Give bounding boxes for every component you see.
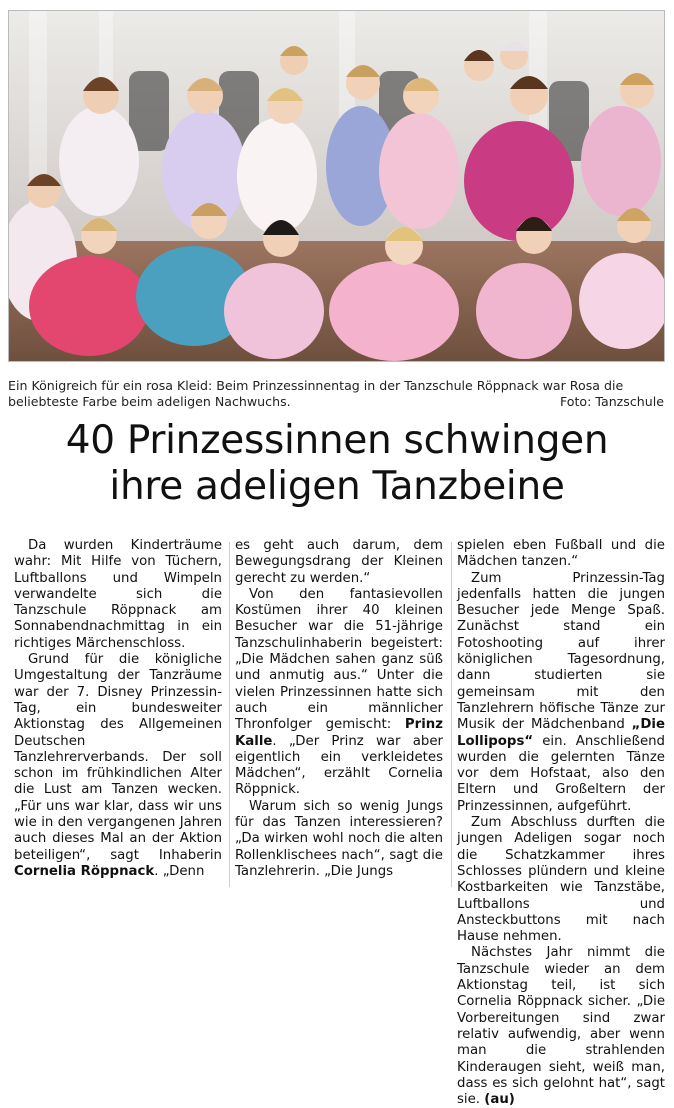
paragraph-3-text: Von den fantasievollen Kostümen ihrer 40 kleinen Besucher war die 51-jährige Tanzschulinhaberin begeistert: „Die Mädchen sahen ganz süß und anmutig aus.“ Unter die vielen Prinzessinnen hatte sich auch ein männlicher Thronfolger gemischt: [235, 586, 443, 733]
paragraph-1: Da wurden Kinderträume wahr: Mit Hilfe von Tüchern, Luftballons und Wimpeln verwandelte sich die Tanzschule Röppnack am Sonnabendnachmittag in ein richtiges Märchenschloss. [14, 538, 222, 651]
column-divider [229, 542, 230, 887]
caption-text: Ein Königreich für ein rosa Kleid: Beim Prinzessinnentag in der Tanzschule Röppnack war Rosa die beliebteste Farbe beim adeligen Nachwuchs. [8, 378, 624, 409]
headline-line-2: ihre adeligen Tanzbeine [109, 464, 565, 509]
article-photo [8, 10, 665, 362]
headline-line-1: 40 Prinzessinnen schwingen [65, 418, 609, 463]
paragraph-2-text: Grund für die königliche Umgestaltung der Tanzräume war der 7. Disney Prinzessin-Tag, ein bundesweiter Aktionstag des Allgemeinen Deutschen Tanzlehrerverbands. Der soll schon im frühkindlichen Alter die Lust am Tanzen wecken. „Für uns war klar, dass wir uns wie in den vergangenen Jahren auch dieses Mal an der Aktion beteiligen“, sagt Inhaberin [14, 652, 222, 863]
author-initials: (au) [484, 1092, 515, 1108]
paragraph-7 [457, 945, 665, 1108]
paragraph-7-text: Nächstes Jahr nimmt die Tanzschule wieder an dem Aktionstag teil, ist sich Cornelia Röppnack sicher. „Die Vorbereitungen sind zwar relativ aufwendig, aber wenn man die strahlenden Kinderaugen sieht, weiß man, dass es sich gelohnt hat“, sagt sie. [457, 945, 665, 1108]
article-body [14, 538, 666, 1108]
paragraph-3-name: Prinz Kalle [235, 717, 443, 749]
paragraph-2 [235, 538, 443, 587]
paragraph-6: Zum Abschluss durften die jungen Adeligen sogar noch die Schatzkammer ihres Schlosses plündern und kleine Kostbarkeiten wie Tanzstäbe, Luftballons und Ansteckbuttons mit nach Hause nehmen. [457, 815, 665, 945]
paragraph-3-start [235, 587, 443, 799]
paragraph-3-text-end: . „Der Prinz war aber eigentlich ein verkleidetes Mädchen“, erzählt Cornelia Röppnick. [235, 733, 443, 798]
photo-credit: Foto: Tanzschule [559, 394, 664, 409]
paragraph-2-name: Cornelia Röppnack [14, 863, 155, 879]
paragraph-2-text-end: es geht auch darum, dem Bewegungsdrang der Kleinen gerecht zu werden.“ [235, 538, 443, 586]
paragraph-5 [457, 571, 665, 815]
paragraph-5-text-end: ein. Anschließend wurden die gelernten Tänze vor dem Hofstaat, also den Eltern und Großeltern der Prinzessinnen, aufgeführt. [457, 733, 665, 814]
paragraph-5-band: „Die Lollipops“ [457, 717, 665, 749]
paragraph-2 [14, 652, 222, 880]
column-2 [235, 538, 443, 880]
paragraph-4: Warum sich so wenig Jungs für das Tanzen interessieren? „Da wirken wohl noch die alten Rollenklischees nach“, sagt die Tanzlehrerin. „Die Jungs [235, 798, 443, 879]
column-3 [457, 538, 665, 1108]
article-headline [0, 418, 674, 510]
paragraph-4: spielen eben Fußball und die Mädchen tanzen.“ [457, 538, 665, 570]
paragraph-2-text-end: . „Denn [154, 863, 205, 879]
photo-illustration [9, 11, 664, 361]
column-1 [14, 538, 222, 880]
column-divider [451, 542, 452, 887]
photo-caption [8, 378, 664, 410]
paragraph-5-text: Zum Prinzessin-Tag jedenfalls hatten die jungen Besucher jede Menge Spaß. Zunächst stand ein Fotoshooting auf ihrer königlichen Tagesordnung, dann studierten sie gemeinsam mit den Tanzlehrern höfische Tänze zur Musik der Mädchenband [457, 570, 665, 733]
